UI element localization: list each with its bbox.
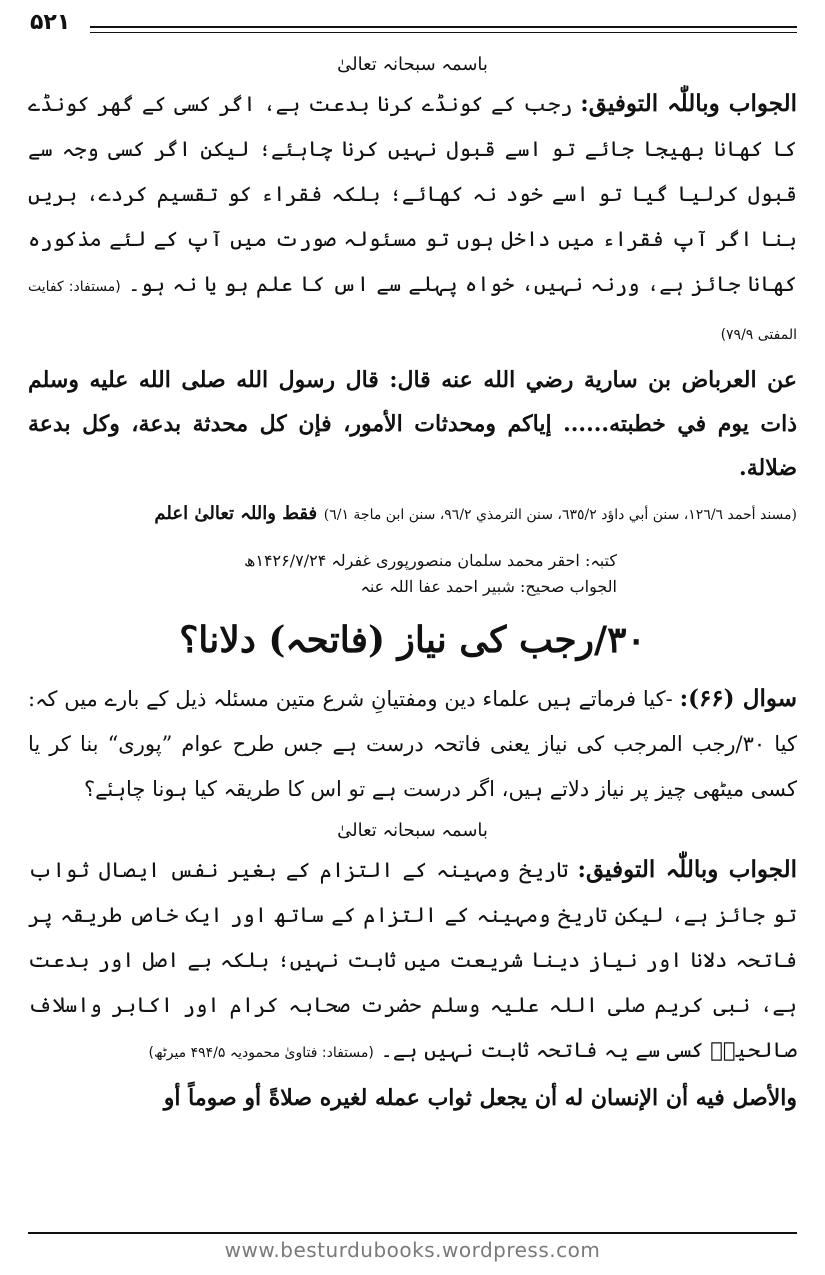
hadith-text: عن العرباض بن سارية رضي الله عنه قال: قال رسول الله صلى الله عليه وسلم ذات يوم في خطبته...... إياكم ومحدثات الأمور، فإن كل محدثة بدعة، وكل بدعة ضلالة. xyxy=(28,367,797,481)
header-rule xyxy=(90,26,797,28)
page-number: ۵۲۱ xyxy=(30,10,71,35)
closing-phrase: فقط واللہ تعالیٰ اعلم xyxy=(154,503,318,524)
bismillah-heading-2: باسمہ سبحانہ تعالیٰ xyxy=(337,820,488,841)
section-heading: ۳۰/رجب کی نیاز (فاتحہ) دلانا؟ xyxy=(179,619,646,661)
bismillah-heading: باسمہ سبحانہ تعالیٰ xyxy=(337,54,488,75)
answer-text-2: تاریخ ومہینہ کے التزام کے بغیر نفس ایصال ثواب تو جائز ہے، لیکن تاریخ ومہینہ کے التزام کے ساتھ اور ایک خاص طریقہ پر فاتحہ دلانا اور نیاز دینا شریعت میں ثابت نہیں؛ بلکہ بے اصل اور بدعت ہے، نبی کریم صلی اللہ علیہ وسلم حضرت صحابہ کرام اور اکابر واسلاف صالحینؒ کسی سے یہ فاتحہ ثابت نہیں ہے۔ xyxy=(28,858,797,1062)
question-paragraph xyxy=(28,676,797,812)
answer-label: الجواب وباللّٰہ التوفیق: xyxy=(580,90,797,117)
arabic-text: والأصل فيه أن الإنسان له أن يجعل ثواب عمله لغيره صلاةً أو صوماً أو xyxy=(163,1085,797,1111)
signature-verifier: الجواب صحیح: شبیر احمد عفا اللہ عنہ xyxy=(360,577,617,596)
hadith-references: (مسند أحمد ١٢٦/٦، سنن أبي داؤد ٦٣٥/٢، سنن الترمذي ٩٦/٢، سنن ابن ماجة ٦/١) xyxy=(323,507,797,523)
answer-label-2: الجواب وباللّٰہ التوفیق: xyxy=(577,856,797,883)
answer-source-2: (مستفاد: فتاویٰ محمودیہ ۴۹۴/۵ میرٹھ) xyxy=(148,1045,374,1061)
page-body xyxy=(28,46,797,1120)
footer-rule xyxy=(28,1232,797,1234)
answer-source: (مستفاد: کفایت المفتی ۷۹/۹) xyxy=(28,279,797,343)
header-rule-thin xyxy=(90,32,797,33)
hadith-references-line xyxy=(28,490,797,538)
answer-paragraph xyxy=(28,81,797,358)
signature-block xyxy=(28,548,797,600)
signature-author: کتبہ: احقر محمد سلمان منصورپوری غفرلہ ۱۴۲۶/۷/۲۴ھ xyxy=(244,551,617,570)
question-label: سوال (۶۶): xyxy=(679,685,797,712)
footer-website: www.besturdubooks.wordpress.com xyxy=(224,1238,601,1262)
answer-text: رجب کے کونڈے کرنا بدعت ہے، اگر کسی کے گھر کونڈے کا کھانا بھیجا جائے تو اسے قبول نہیں کرنا چاہئے؛ لیکن اگر کسی وجہ سے قبول کرلیا گیا تو اسے خود نہ کھائے؛ بلکہ فقراء کو تقسیم کردے، بریں بنا اگر آپ فقراء میں داخل ہوں تو مسئولہ صورت میں آپ کے لئے مذکورہ کھانا جائز ہے، ورنہ نہیں، خواہ پہلے سے اس کا علم ہو یا نہ ہو۔ xyxy=(28,92,797,296)
question-text: -کیا فرماتے ہیں علماء دین ومفتیانِ شرع متین مسئلہ ذیل کے بارے میں کہ: کیا ۳۰/رجب المرجب کی نیاز یعنی فاتحہ درست ہے جس طرح عوام ”پوری“ بنا کر یا کسی میٹھی چیز پر نیاز دلاتے ہیں، اگر درست ہے تو اس کا طریقہ کیا ہونا چاہئے؟ xyxy=(28,687,797,801)
answer-paragraph-2 xyxy=(28,847,797,1076)
